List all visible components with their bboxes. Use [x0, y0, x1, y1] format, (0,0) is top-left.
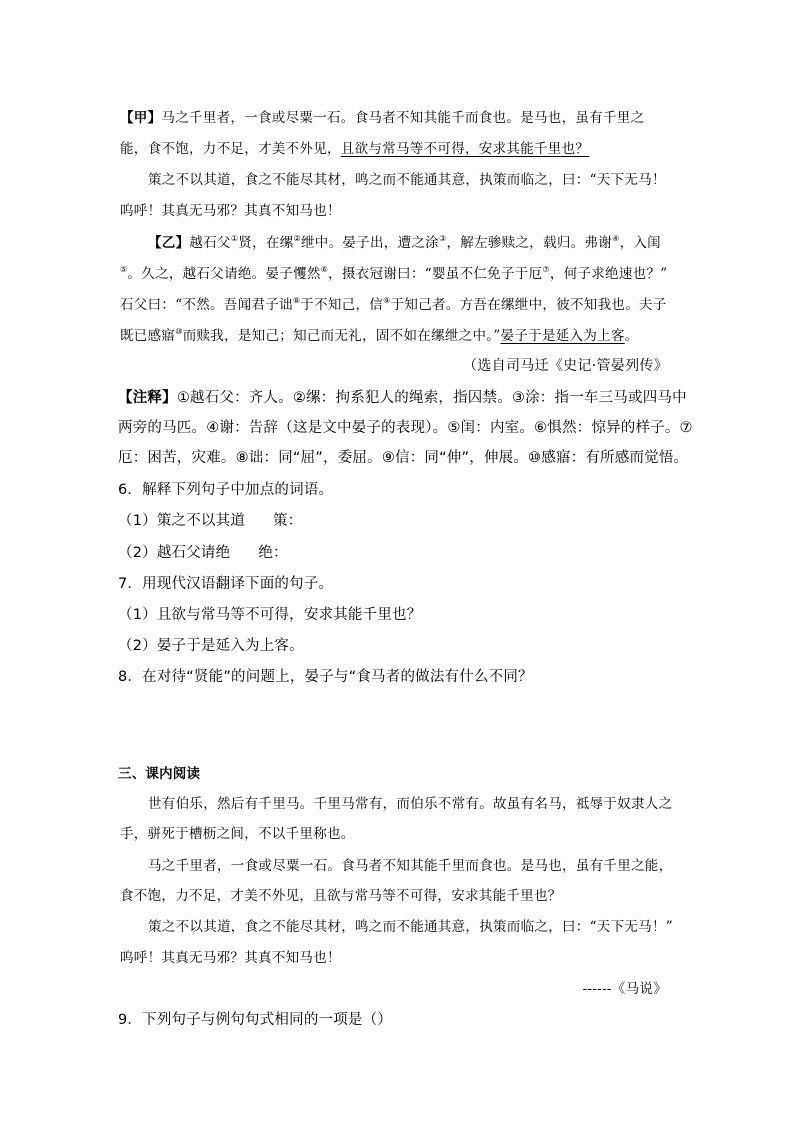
footnote-ref: ⑦	[542, 265, 550, 274]
notes-line-2: 两旁的马匹。④谢：告辞（这是文中晏子的表现）。⑤闺：内室。⑥惧然：惊异的样子。⑦	[118, 420, 693, 436]
passage-jia-line-4: 呜呼！其真无马邪？其真不知马也！	[120, 203, 341, 219]
question-6-item-2: （2）越石父请绝 绝：	[118, 545, 288, 561]
marker-yi: 【乙】	[148, 235, 190, 251]
passage-jia-line-3: 策之不以其道，食之不能尽其材，鸣之而不能通其意，执策而临之，曰：“天下无马！	[148, 172, 666, 188]
passage-yi-line-2: ⑤。久之，越石父请绝。晏子戄然⑥，摄衣冠谢曰：“婴虽不仁免子于厄⑦，何子求绝速也？”	[120, 265, 668, 282]
footnote-ref: ⑤	[120, 265, 128, 274]
section-3-para-2-line-1: 马之千里者，一食或尽粟一石。食马者不知其能千里而食也。是马也，虽有千里之能，	[148, 858, 673, 874]
question-7-item-2: （2）晏子于是延入为上客。	[118, 638, 304, 654]
passage-yi-line-4: 既已感寤⑩而赎我，是知己；知己而无礼，固不如在缧绁之中。”晏子于是延入为上客。	[120, 327, 639, 344]
footnote-ref: ⑨	[383, 296, 391, 305]
footnote-ref: ④	[612, 234, 620, 243]
footnote-ref: ⑥	[320, 265, 329, 274]
underlined-sentence: 且欲与常马等不可得，安求其能千里也？	[340, 141, 590, 157]
passage-yi-line-1: 【乙】越石父①贤，在缧②绁中。晏子出，遭之涂③，解左骖赎之，载归。弗谢④，入闺	[148, 234, 661, 251]
passage-yi-line-3: 石父曰：“不然。吾闻君子诎⑧于不知己，信⑨于知己者。方吾在缧绁中，彼不知我也。夫子	[120, 296, 667, 313]
question-7-title: 7．用现代汉语翻译下面的句子。	[118, 576, 334, 592]
section-3-para-3-line-2: 呜呼！其真无马邪？其真不知马也！	[120, 950, 341, 966]
source-citation: （选自司马迁《史记·管晏列传》	[463, 358, 668, 374]
underlined-sentence: 晏子于是延入为上客	[500, 328, 625, 344]
section-3-heading: 三、课内阅读	[118, 766, 201, 782]
section-3-source: ------《马说》	[582, 981, 667, 997]
question-9-title: 9．下列句子与例句句式相同的一项是（）	[118, 1012, 393, 1028]
footnote-ref: ③	[438, 234, 447, 243]
footnote-ref: ②	[293, 234, 301, 243]
section-3-para-3-line-1: 策之不以其道，食之不能尽其材，鸣之而不能通其意，执策而临之，曰：“天下无马！”	[148, 919, 674, 935]
footnote-ref: ①	[230, 234, 239, 243]
marker-jia: 【甲】	[120, 110, 162, 126]
notes-line-1: 【注释】①越石父：齐人。②缧：拘系犯人的绳索，指囚禁。③涂：指一车三马或四马中	[118, 390, 687, 406]
question-8-title: 8．在对待“贤能”的问题上，晏子与“食马者的做法有什么不同？	[118, 669, 533, 685]
question-6-title: 6．解释下列句子中加点的词语。	[118, 482, 334, 498]
section-3-para-1-line-1: 世有伯乐，然后有千里马。千里马常有，而伯乐不常有。故虽有名马，祗辱于奴隶人之	[148, 796, 673, 812]
section-3-para-2-line-2: 食不饱，力不足，才美不外见，且欲与常马等不可得，安求其能千里也？	[120, 888, 562, 904]
notes-label: 【注释】	[118, 390, 177, 406]
question-7-item-1: （1）且欲与常马等不可得，安求其能千里也？	[118, 607, 422, 623]
passage-jia-line-2: 能，食不饱，力不足，才美不外见，且欲与常马等不可得，安求其能千里也？	[120, 141, 590, 157]
section-3-para-1-line-2: 手，骈死于槽枥之间，不以千里称也。	[120, 826, 355, 842]
question-6-item-1: （1）策之不以其道 策：	[118, 513, 303, 529]
footnote-ref: ⑩	[175, 327, 183, 336]
notes-line-3: 厄：困苦，灾难。⑧诎：同“屈”，委屈。⑨信：同“伸”，伸展。⑩感寤：有所感而觉悟。	[118, 450, 689, 466]
footnote-ref: ⑧	[292, 296, 301, 305]
passage-jia-line-1: 【甲】马之千里者，一食或尽粟一石。食马者不知其能千而食也。是马也，虽有千里之	[120, 110, 645, 126]
